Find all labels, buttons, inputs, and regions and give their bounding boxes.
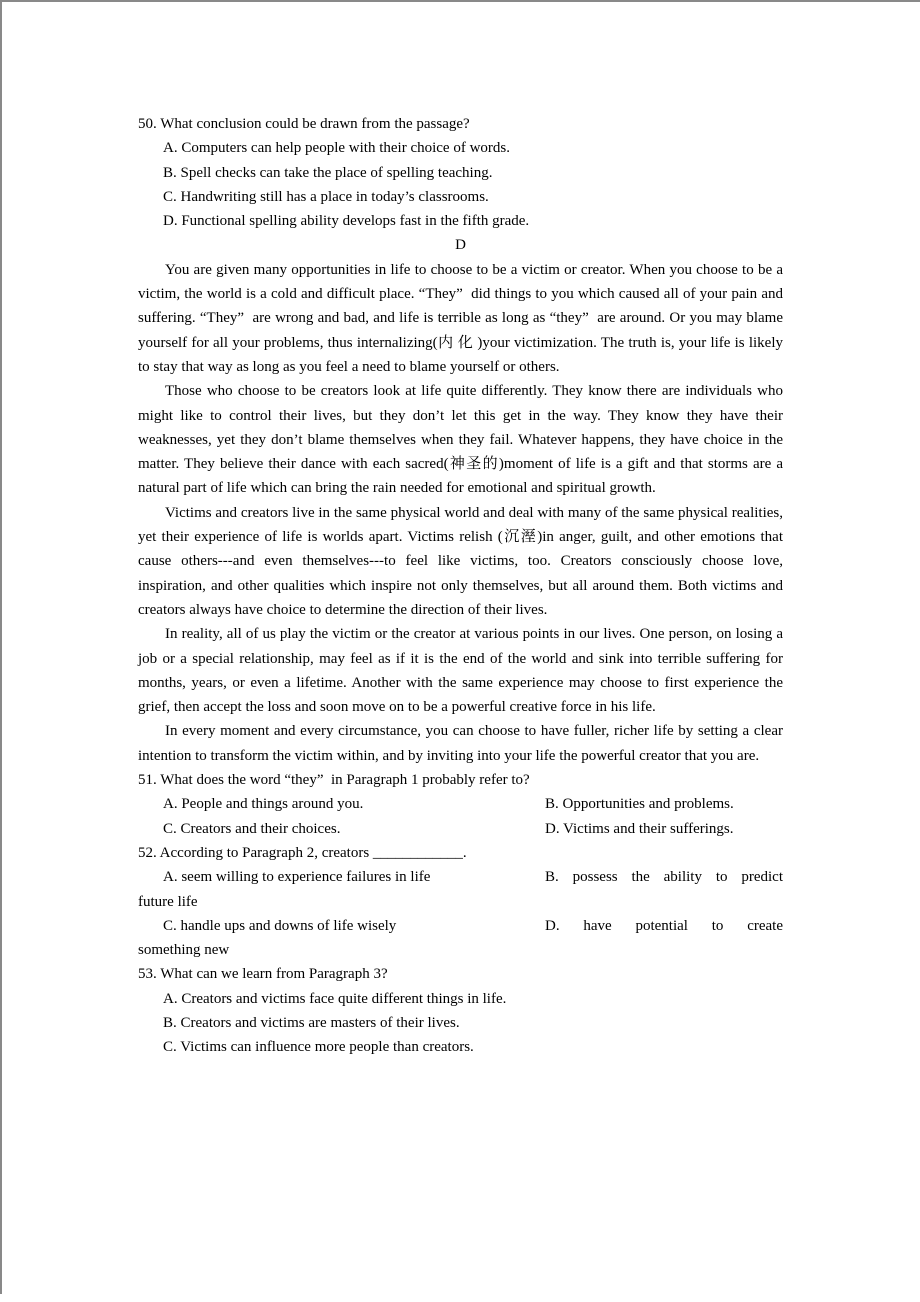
question-53-option-a: A. Creators and victims face quite different things in life. [163, 990, 507, 1007]
question-53-option-b: B. Creators and victims are masters of their lives. [163, 1014, 460, 1031]
question-52-option-d-wrap: something new [138, 942, 230, 959]
question-51-option-d: D. Victims and their sufferings. [545, 820, 734, 837]
question-53-prompt: 53. What can we learn from Paragraph 3? [138, 966, 388, 983]
question-51-options-row-2 [138, 817, 783, 841]
passage-paragraph-3: Victims and creators live in the same physical world and deal with many of the same physical realities, yet their experience of life is worlds apart. Victims relish (沉溼)in anger, guilt, and other emotions that cause others---and even themselves---to feel like victims, too. Creators consciously choose love, inspiration, and other qualities which inspire not only themselves, but all around them. Both victims and creators always have choice to determine the direction of their lives. [138, 504, 783, 618]
passage-paragraph-1: You are given many opportunities in life to choose to be a victim or creator. When you choose to be a victim, the world is a cold and difficult place. “They” did things to you which caused all of your pain and suffering. “They” are wrong and bad, and life is terrible as long as “they” are around. Or you may blame yourself for all your problems, thus internalizing(内 化 )your victimization. The truth is, your life is likely to stay that way as long as you feel a need to blame yourself or others. [138, 261, 783, 375]
passage-section-label: D [455, 237, 466, 254]
question-51-option-a: A. People and things around you. [163, 796, 364, 813]
question-52-options-row-1 [138, 865, 783, 889]
question-50-option-a: A. Computers can help people with their choice of words. [163, 140, 510, 157]
passage-paragraph-5: In every moment and every circumstance, you can choose to have fuller, richer life by setting a clear intention to transform the victim within, and by inviting into your life the powerful creator that you are. [138, 723, 783, 764]
question-53-option-c: C. Victims can influence more people than creators. [163, 1039, 474, 1056]
question-52-option-c: C. handle ups and downs of life wisely [163, 917, 397, 934]
question-51-option-b: B. Opportunities and problems. [545, 796, 734, 813]
question-52-options-row-2 [138, 914, 783, 938]
question-51-option-c: C. Creators and their choices. [163, 820, 341, 837]
question-50-option-b: B. Spell checks can take the place of spelling teaching. [163, 164, 493, 181]
question-52-option-b-wrap: future life [138, 893, 198, 910]
question-52-option-b: B. possess the ability to predict [545, 869, 783, 886]
question-50-option-c: C. Handwriting still has a place in today’s classrooms. [163, 188, 489, 205]
question-52-option-a: A. seem willing to experience failures in life [163, 869, 431, 886]
page-border-left [0, 0, 2, 1294]
question-51-options-row-1 [138, 792, 783, 816]
page-border-top [0, 0, 920, 2]
question-50-prompt: 50. What conclusion could be drawn from the passage? [138, 116, 470, 132]
question-52-prompt: 52. According to Paragraph 2, creators ____________. [138, 844, 467, 861]
exam-page-content [138, 112, 783, 1060]
passage-paragraph-4: In reality, all of us play the victim or the creator at various points in our lives. One person, on losing a job or a special relationship, may feel as if it is the end of the world and sink into terrible suffering for months, years, or even a lifetime. Another with the same experience may choose to first experience the grief, then accept the loss and soon move on to be a powerful creative force in his life. [138, 626, 783, 716]
question-51-prompt: 51. What does the word “they” in Paragraph 1 probably refer to? [138, 772, 530, 789]
passage-paragraph-2: Those who choose to be creators look at life quite differently. They know there are individuals who might like to control their lives, but they don’t let this get in the way. They know they have their weaknesses, yet they don’t blame themselves when they fail. Whatever happens, they have choice in the matter. They believe their dance with each sacred(神圣的)moment of life is a gift and that storms are a natural part of life which can bring the rain needed for emotional and spiritual growth. [138, 383, 783, 497]
question-52-option-d: D. have potential to create [545, 917, 783, 934]
question-50-option-d: D. Functional spelling ability develops fast in the fifth grade. [163, 213, 530, 230]
